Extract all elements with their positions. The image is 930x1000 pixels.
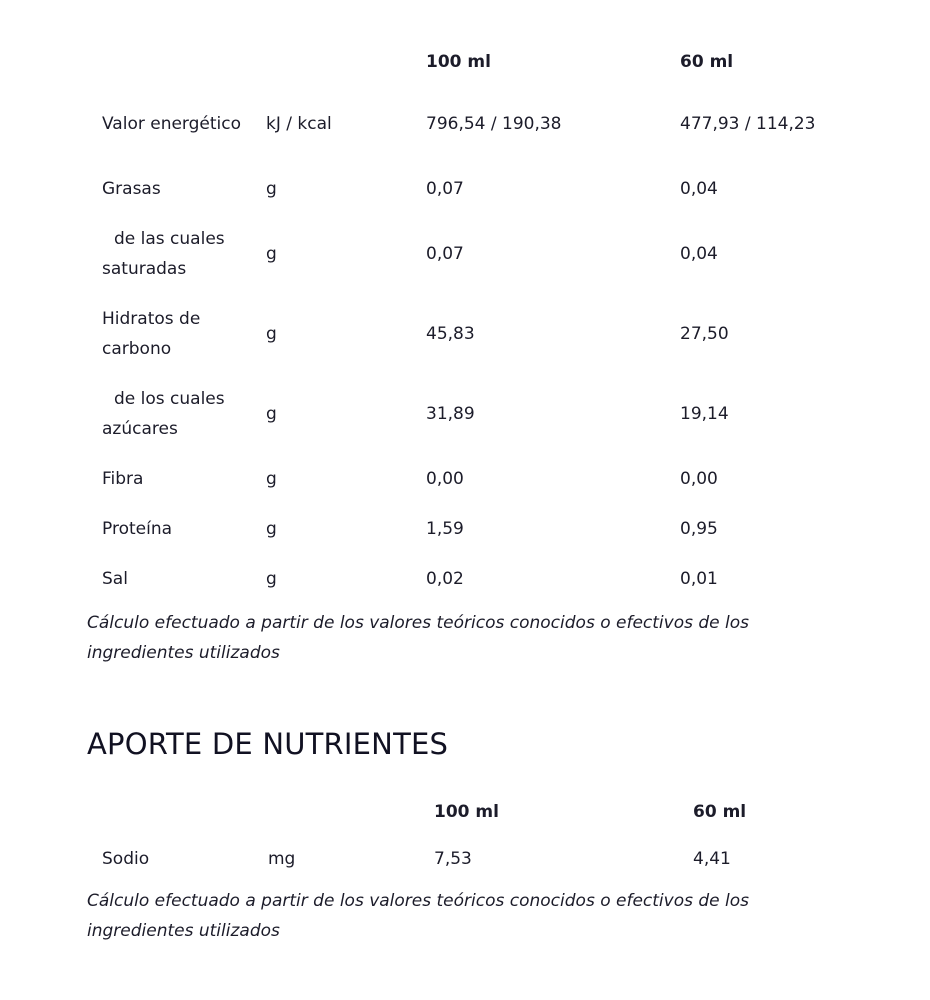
aporte-table [88,790,873,884]
row-value-100ml: 0,00 [426,469,464,489]
table-row [88,374,860,454]
row-value-60ml: 0,04 [680,179,718,199]
table-row [88,214,860,294]
row-unit: mg [268,849,296,869]
row-label: Valor energético [102,114,242,134]
row-value-100ml: 0,02 [426,569,464,589]
row-unit: kJ / kcal [266,114,332,134]
table-row [88,164,860,214]
row-value-60ml: 477,93 / 114,23 [680,114,816,134]
table-header-row [88,790,873,834]
header-label-column [88,790,268,834]
row-value-60ml: 0,01 [680,569,718,589]
table-row [88,294,860,374]
row-label: Fibra [102,469,144,489]
header-label-column [88,40,266,84]
row-unit: g [266,244,277,264]
header-60ml: 60 ml [693,802,747,822]
section-title: APORTE DE NUTRIENTES [87,727,449,761]
row-unit: g [266,519,277,539]
header-100ml: 100 ml [434,802,499,822]
row-value-60ml: 0,95 [680,519,718,539]
row-unit: g [266,404,277,424]
row-label: Sodio [102,849,150,869]
nutrition-table [88,40,860,604]
row-label: Grasas [102,179,161,199]
table-row [88,454,860,504]
row-value-100ml: 0,07 [426,179,464,199]
aporte-footnote: Cálculo efectuado a partir de los valores teóricos conocidos o efectivos de los ingredientes utilizados [87,891,750,941]
row-value-60ml: 19,14 [680,404,729,424]
header-100ml: 100 ml [426,52,491,72]
row-value-60ml: 4,41 [693,849,731,869]
header-unit-column [268,790,434,834]
nutrition-footnote: Cálculo efectuado a partir de los valores teóricos conocidos o efectivos de los ingredientes utilizados [87,613,750,663]
table-row [88,554,860,604]
table-row [88,834,873,884]
row-value-60ml: 0,04 [680,244,718,264]
row-unit: g [266,324,277,344]
row-value-100ml: 31,89 [426,404,475,424]
header-60ml: 60 ml [680,52,734,72]
row-label: de las cuales saturadas [102,229,225,279]
row-label: Sal [102,569,128,589]
row-value-100ml: 796,54 / 190,38 [426,114,562,134]
header-unit-column [266,40,426,84]
row-unit: g [266,469,277,489]
row-value-100ml: 0,07 [426,244,464,264]
row-value-100ml: 7,53 [434,849,472,869]
row-label: Hidratos de carbono [102,309,201,359]
row-label: Proteína [102,519,173,539]
row-unit: g [266,179,277,199]
row-value-60ml: 27,50 [680,324,729,344]
row-value-60ml: 0,00 [680,469,718,489]
row-unit: g [266,569,277,589]
table-row [88,504,860,554]
row-value-100ml: 45,83 [426,324,475,344]
table-row [88,84,860,164]
row-label: de los cuales azúcares [102,389,225,439]
row-value-100ml: 1,59 [426,519,464,539]
table-header-row [88,40,860,84]
